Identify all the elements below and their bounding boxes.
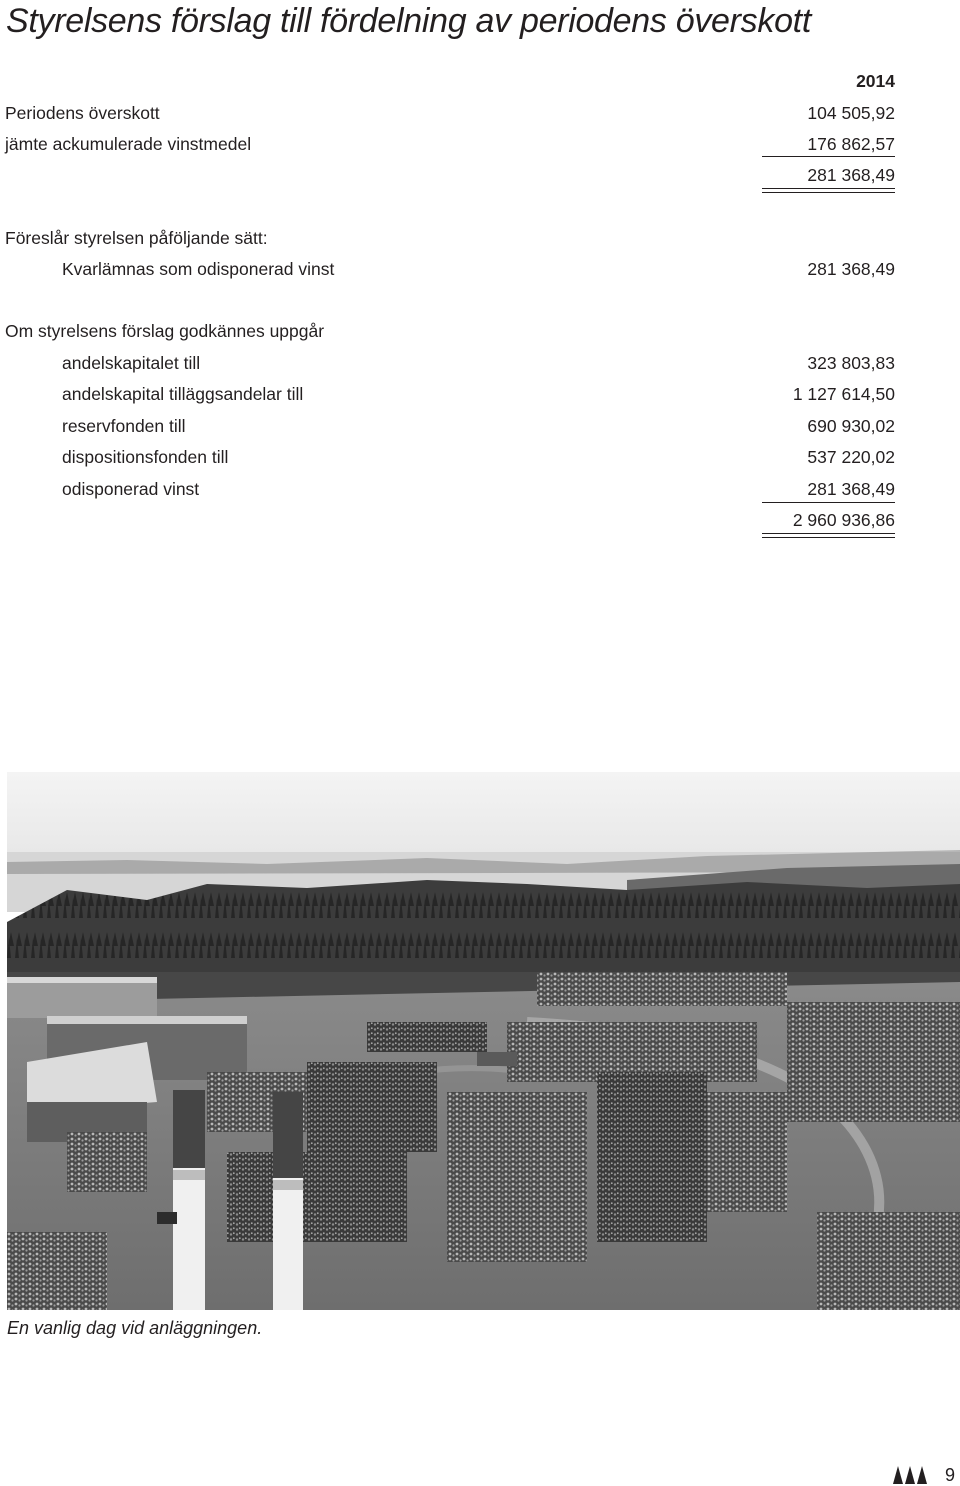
table-row (0, 379, 960, 409)
row-value: 281 368,49 (807, 479, 895, 499)
row-label: jämte ackumulerade vinstmedel (5, 134, 252, 154)
photo-caption: En vanlig dag vid anläggningen. (7, 1318, 263, 1338)
double-rule-upper (762, 188, 895, 189)
row-label: reservfonden till (62, 416, 186, 436)
row-label: odisponerad vinst (62, 479, 200, 499)
double-rule-lower (762, 192, 895, 193)
row-value: 690 930,02 (807, 416, 895, 436)
double-rule-lower (762, 537, 895, 538)
table-row (0, 442, 960, 472)
year-header: 2014 (856, 71, 895, 91)
page-number: 9 (945, 1465, 956, 1485)
total-row (0, 505, 960, 535)
total-value: 2 960 936,86 (792, 510, 895, 530)
table-row (0, 98, 960, 128)
table-row (0, 348, 960, 378)
row-value: 104 505,92 (807, 103, 895, 123)
three-trees-icon (893, 1466, 927, 1484)
row-value: 1 127 614,50 (792, 384, 895, 404)
row-label: andelskapital tilläggsandelar till (62, 384, 304, 404)
subtotal-row (0, 160, 960, 190)
row-value: 281 368,49 (807, 259, 895, 279)
row-label: Om styrelsens förslag godkännes uppgår (5, 321, 325, 341)
double-rule-upper (762, 533, 895, 534)
timber-yard-photo (7, 772, 960, 1310)
row-label: Periodens överskott (5, 103, 160, 123)
total-rule (762, 502, 895, 503)
table-row (0, 254, 960, 284)
subtotal-value: 281 368,49 (807, 165, 895, 185)
row-value: 176 862,57 (807, 134, 895, 154)
row-label: dispositionsfonden till (62, 447, 229, 467)
year-header-row (0, 66, 960, 96)
page-title: Styrelsens förslag till fördelning av periodens överskott (6, 2, 811, 40)
section-heading (0, 223, 960, 253)
row-label: andelskapitalet till (62, 353, 201, 373)
table-row (0, 129, 960, 159)
subtotal-rule (762, 156, 895, 157)
table-row (0, 411, 960, 441)
row-label: Kvarlämnas som odisponerad vinst (62, 259, 335, 279)
row-label: Föreslår styrelsen påföljande sätt: (5, 228, 268, 248)
section-heading (0, 316, 960, 346)
row-value: 537 220,02 (807, 447, 895, 467)
row-value: 323 803,83 (807, 353, 895, 373)
table-row (0, 474, 960, 504)
